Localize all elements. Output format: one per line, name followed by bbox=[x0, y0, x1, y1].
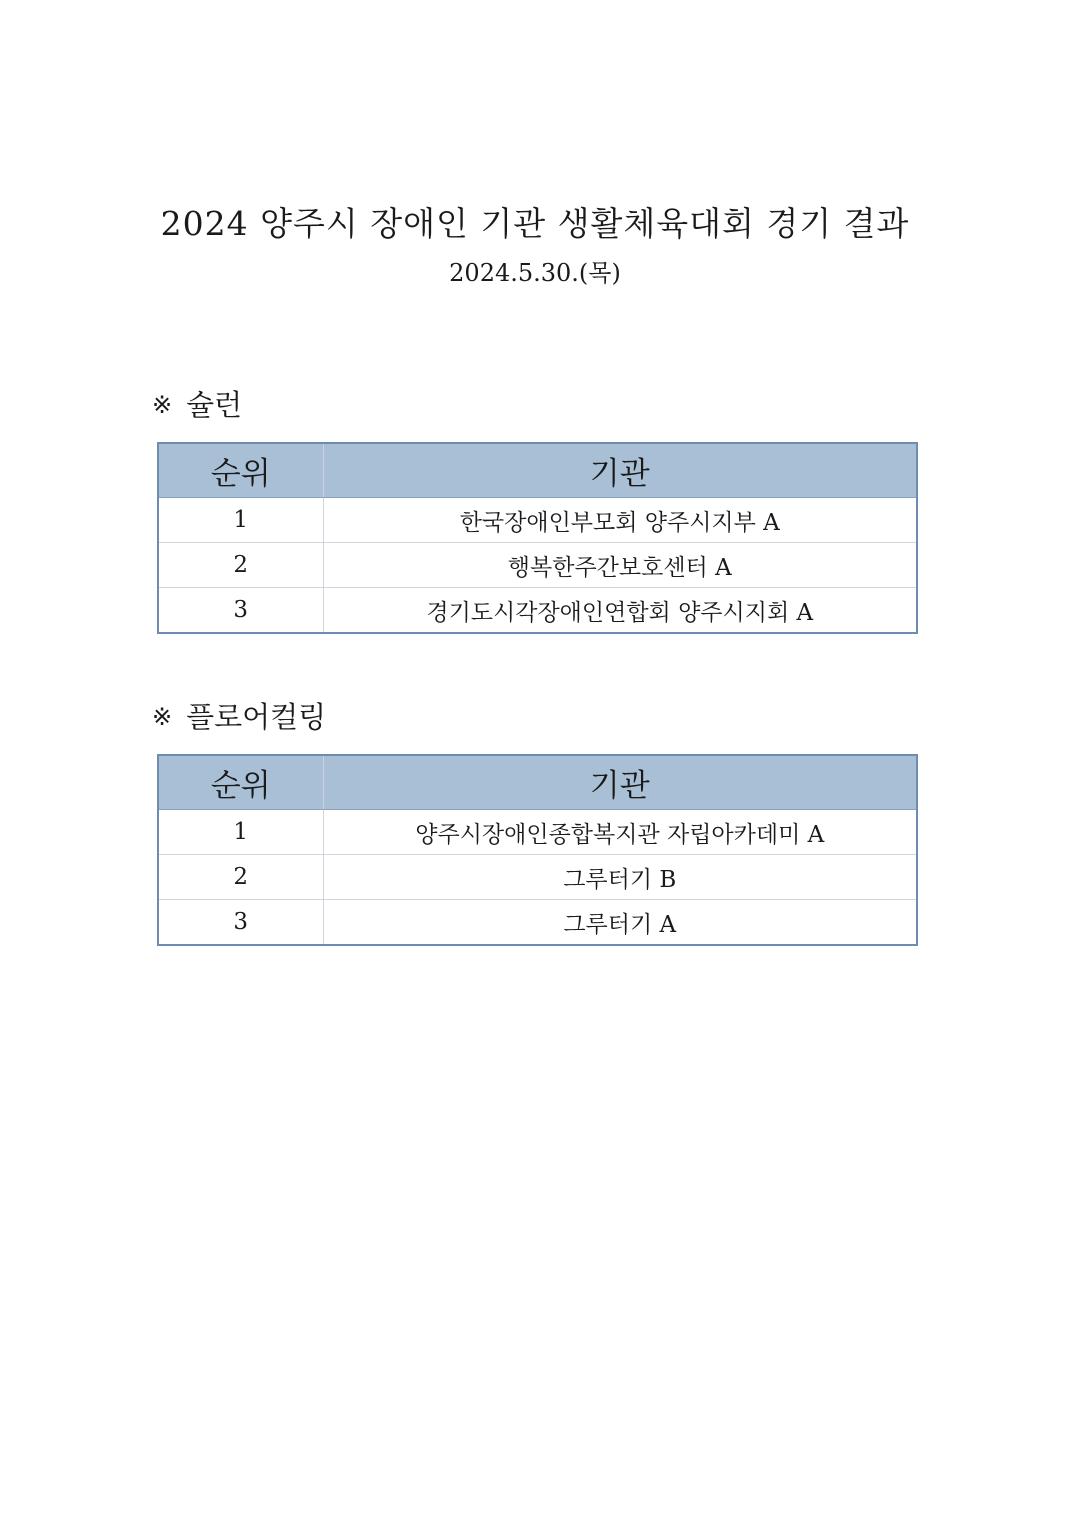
table-row bbox=[158, 855, 917, 900]
rank-cell: 1 bbox=[158, 498, 323, 543]
rank-column-header: 순위 bbox=[158, 443, 323, 498]
table-row bbox=[158, 543, 917, 588]
org-cell: 한국장애인부모회 양주시지부 A bbox=[323, 498, 917, 543]
section-title: 플로어컬링 bbox=[186, 700, 327, 734]
section-title: 슐런 bbox=[186, 388, 243, 422]
rank-cell: 2 bbox=[158, 543, 323, 588]
reference-mark-icon: ※ bbox=[152, 391, 173, 419]
results-table-floor-curling bbox=[157, 754, 918, 946]
table-row bbox=[158, 588, 917, 634]
table-row bbox=[158, 810, 917, 855]
table-header-row bbox=[158, 443, 917, 498]
table-header-row bbox=[158, 755, 917, 810]
section-heading-shullen bbox=[152, 385, 242, 425]
org-cell: 그루터기 A bbox=[323, 900, 917, 946]
org-cell: 그루터기 B bbox=[323, 855, 917, 900]
rank-cell: 3 bbox=[158, 900, 323, 946]
org-cell: 양주시장애인종합복지관 자립아카데미 A bbox=[323, 810, 917, 855]
org-cell: 행복한주간보호센터 A bbox=[323, 543, 917, 588]
table-row bbox=[158, 900, 917, 946]
org-cell: 경기도시각장애인연합회 양주시지회 A bbox=[323, 588, 917, 634]
org-column-header: 기관 bbox=[323, 755, 917, 810]
org-column-header: 기관 bbox=[323, 443, 917, 498]
document-date: 2024.5.30.(목) bbox=[449, 259, 621, 287]
table-row bbox=[158, 498, 917, 543]
results-table-shullen bbox=[157, 442, 918, 634]
document-title: 2024 양주시 장애인 기관 생활체육대회 경기 결과 bbox=[160, 204, 910, 243]
rank-cell: 3 bbox=[158, 588, 323, 634]
section-heading-floor-curling bbox=[152, 697, 326, 737]
rank-cell: 2 bbox=[158, 855, 323, 900]
rank-column-header: 순위 bbox=[158, 755, 323, 810]
rank-cell: 1 bbox=[158, 810, 323, 855]
reference-mark-icon: ※ bbox=[152, 703, 173, 731]
